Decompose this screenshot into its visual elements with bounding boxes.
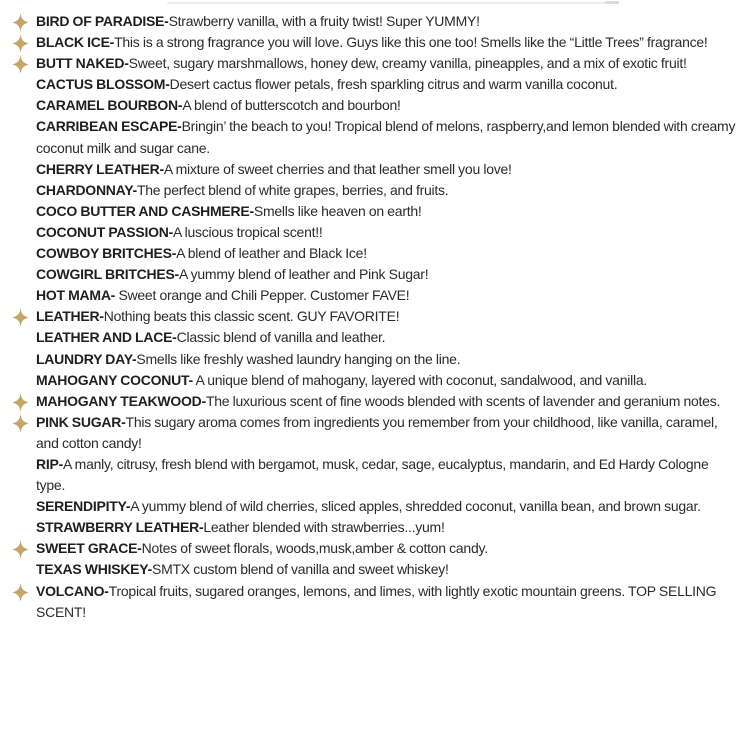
scent-item xyxy=(0,201,737,222)
scent-text xyxy=(36,349,737,370)
cropped-edge-artifact xyxy=(167,2,619,4)
sparkle-star-icon xyxy=(12,34,29,53)
scent-text xyxy=(36,285,737,306)
scent-text xyxy=(36,412,737,454)
sparkle-star-icon xyxy=(12,308,29,327)
scent-item xyxy=(0,32,737,53)
scent-text xyxy=(36,559,737,580)
scent-text xyxy=(36,222,737,243)
scent-description: SMTX custom blend of vanilla and sweet whiskey! xyxy=(152,561,449,578)
scent-name: CACTUS BLOSSOM- xyxy=(36,76,170,93)
scent-name: BUTT NAKED- xyxy=(36,55,129,72)
scent-description: Smells like heaven on earth! xyxy=(253,202,422,219)
scent-item xyxy=(0,306,737,327)
scent-item xyxy=(0,391,737,412)
scent-name: RIP- xyxy=(36,455,63,472)
scent-description: A luscious tropical scent!! xyxy=(173,223,323,240)
scent-item xyxy=(0,116,737,158)
scent-item xyxy=(0,11,737,32)
scent-text xyxy=(36,53,737,74)
scent-item xyxy=(0,264,737,285)
scent-item xyxy=(0,559,737,580)
scent-name: TEXAS WHISKEY- xyxy=(36,561,152,578)
scent-text xyxy=(36,517,737,538)
scent-name: LAUNDRY DAY- xyxy=(36,350,137,367)
scent-name: SERENDIPITY- xyxy=(36,498,131,515)
scent-description: A yummy blend of leather and Pink Sugar! xyxy=(178,266,429,283)
sparkle-star-icon xyxy=(12,13,29,32)
scent-name: COWGIRL BRITCHES- xyxy=(36,266,179,283)
scent-text xyxy=(36,496,737,517)
scent-description: A manly, citrusy, fresh blend with bergamot, musk, cedar, sage, eucalyptus, mandarin, and Ed Hardy Cologne type. xyxy=(36,455,709,494)
scent-text xyxy=(36,370,737,391)
scent-item xyxy=(0,349,737,370)
scent-description: A blend of leather and Black Ice! xyxy=(176,245,367,262)
scent-description: The luxurious scent of fine woods blended with scents of lavender and geranium notes. xyxy=(205,392,721,409)
scent-item xyxy=(0,74,737,95)
scent-item xyxy=(0,180,737,201)
scent-name: STRAWBERRY LEATHER- xyxy=(36,519,204,536)
scent-name: COCO BUTTER AND CASHMERE- xyxy=(36,202,254,219)
scent-description: Strawberry vanilla, with a fruity twist! Super YUMMY! xyxy=(168,13,480,29)
scent-name: LEATHER- xyxy=(36,308,104,325)
scent-text xyxy=(36,306,737,327)
scent-description: The perfect blend of white grapes, berries, and fruits. xyxy=(136,181,449,198)
scent-name: CHERRY LEATHER- xyxy=(36,160,164,177)
scent-name: VOLCANO- xyxy=(36,582,109,599)
scent-description: A mixture of sweet cherries and that leather smell you love! xyxy=(163,160,512,177)
scent-name: HOT MAMA- xyxy=(36,287,116,304)
scent-text xyxy=(36,391,737,412)
scent-text xyxy=(36,243,737,264)
scent-name: MAHOGANY COCONUT- xyxy=(36,371,193,388)
scent-name: CARRIBEAN ESCAPE- xyxy=(36,118,182,135)
scent-name: SWEET GRACE- xyxy=(36,540,142,557)
scent-description: Sweet, sugary marshmallows, honey dew, creamy vanilla, pineapples, and a mix of exotic fruit! xyxy=(128,55,687,72)
scent-name: MAHOGANY TEAKWOOD- xyxy=(36,392,206,409)
scent-item xyxy=(0,243,737,264)
scent-item xyxy=(0,581,737,623)
scent-item xyxy=(0,517,737,538)
sparkle-star-icon xyxy=(12,414,29,433)
sparkle-star-icon xyxy=(12,55,29,74)
scent-text xyxy=(36,159,737,180)
scent-text xyxy=(36,264,737,285)
scent-name: CARAMEL BOURBON- xyxy=(36,97,183,114)
scent-name: COCONUT PASSION- xyxy=(36,223,173,240)
scent-description: A blend of butterscotch and bourbon! xyxy=(182,97,401,114)
scent-text xyxy=(36,581,737,623)
scent-name: CHARDONNAY- xyxy=(36,181,137,198)
scent-description: A unique blend of mahogany, layered with coconut, sandalwood, and vanilla. xyxy=(192,371,648,388)
scent-item xyxy=(0,53,737,74)
scent-description: This is a strong fragrance you will love. Guys like this one too! Smells like the “Little Trees” fragrance! xyxy=(114,34,708,51)
scent-description: Smells like freshly washed laundry hanging on the line. xyxy=(136,350,461,367)
scent-name: BLACK ICE- xyxy=(36,34,115,51)
scent-item xyxy=(0,159,737,180)
scent-description: Nothing beats this classic scent. GUY FAVORITE! xyxy=(103,308,400,325)
scent-name: BIRD OF PARADISE- xyxy=(36,13,169,29)
scent-description: Sweet orange and Chili Pepper. Customer FAVE! xyxy=(115,287,410,304)
scent-item xyxy=(0,222,737,243)
scent-description: Leather blended with strawberries...yum! xyxy=(203,519,445,536)
scent-description: Notes of sweet florals, woods,musk,amber & cotton candy. xyxy=(141,540,488,557)
scent-text xyxy=(36,32,737,53)
scent-text xyxy=(36,454,737,496)
scent-item xyxy=(0,370,737,391)
scent-description: Tropical fruits, sugared oranges, lemons, and limes, with lightly exotic mountain greens. TOP SELLING SCENT! xyxy=(36,582,717,620)
scent-item xyxy=(0,285,737,306)
scent-item xyxy=(0,454,737,496)
scent-text xyxy=(36,116,737,158)
scent-description: A yummy blend of wild cherries, sliced apples, shredded coconut, vanilla bean, and brown sugar. xyxy=(130,498,701,515)
scent-text xyxy=(36,180,737,201)
scent-item xyxy=(0,538,737,559)
scent-text xyxy=(36,327,737,348)
scent-text xyxy=(36,201,737,222)
sparkle-star-icon xyxy=(12,393,29,412)
scent-description: Desert cactus flower petals, fresh sparkling citrus and warm vanilla coconut. xyxy=(169,76,618,93)
scent-name: COWBOY BRITCHES- xyxy=(36,245,177,262)
scent-item xyxy=(0,496,737,517)
scent-item xyxy=(0,95,737,116)
scent-item xyxy=(0,412,737,454)
scent-text xyxy=(36,538,737,559)
sparkle-star-icon xyxy=(12,540,29,559)
scent-name: LEATHER AND LACE- xyxy=(36,329,177,346)
scent-text xyxy=(36,74,737,95)
sparkle-star-icon xyxy=(12,583,29,602)
scent-name: PINK SUGAR- xyxy=(36,413,126,430)
scent-description: Classic blend of vanilla and leather. xyxy=(176,329,386,346)
scent-item xyxy=(0,327,737,348)
scent-description: This sugary aroma comes from ingredients you remember from your childhood, like vanilla, caramel, and cotton candy! xyxy=(36,413,718,451)
scent-description: Bringin’ the beach to you! Tropical blend of melons, raspberry,and lemon blended with creamy coconut milk and sugar cane. xyxy=(36,118,736,156)
scent-text xyxy=(36,11,737,32)
scent-text xyxy=(36,95,737,116)
